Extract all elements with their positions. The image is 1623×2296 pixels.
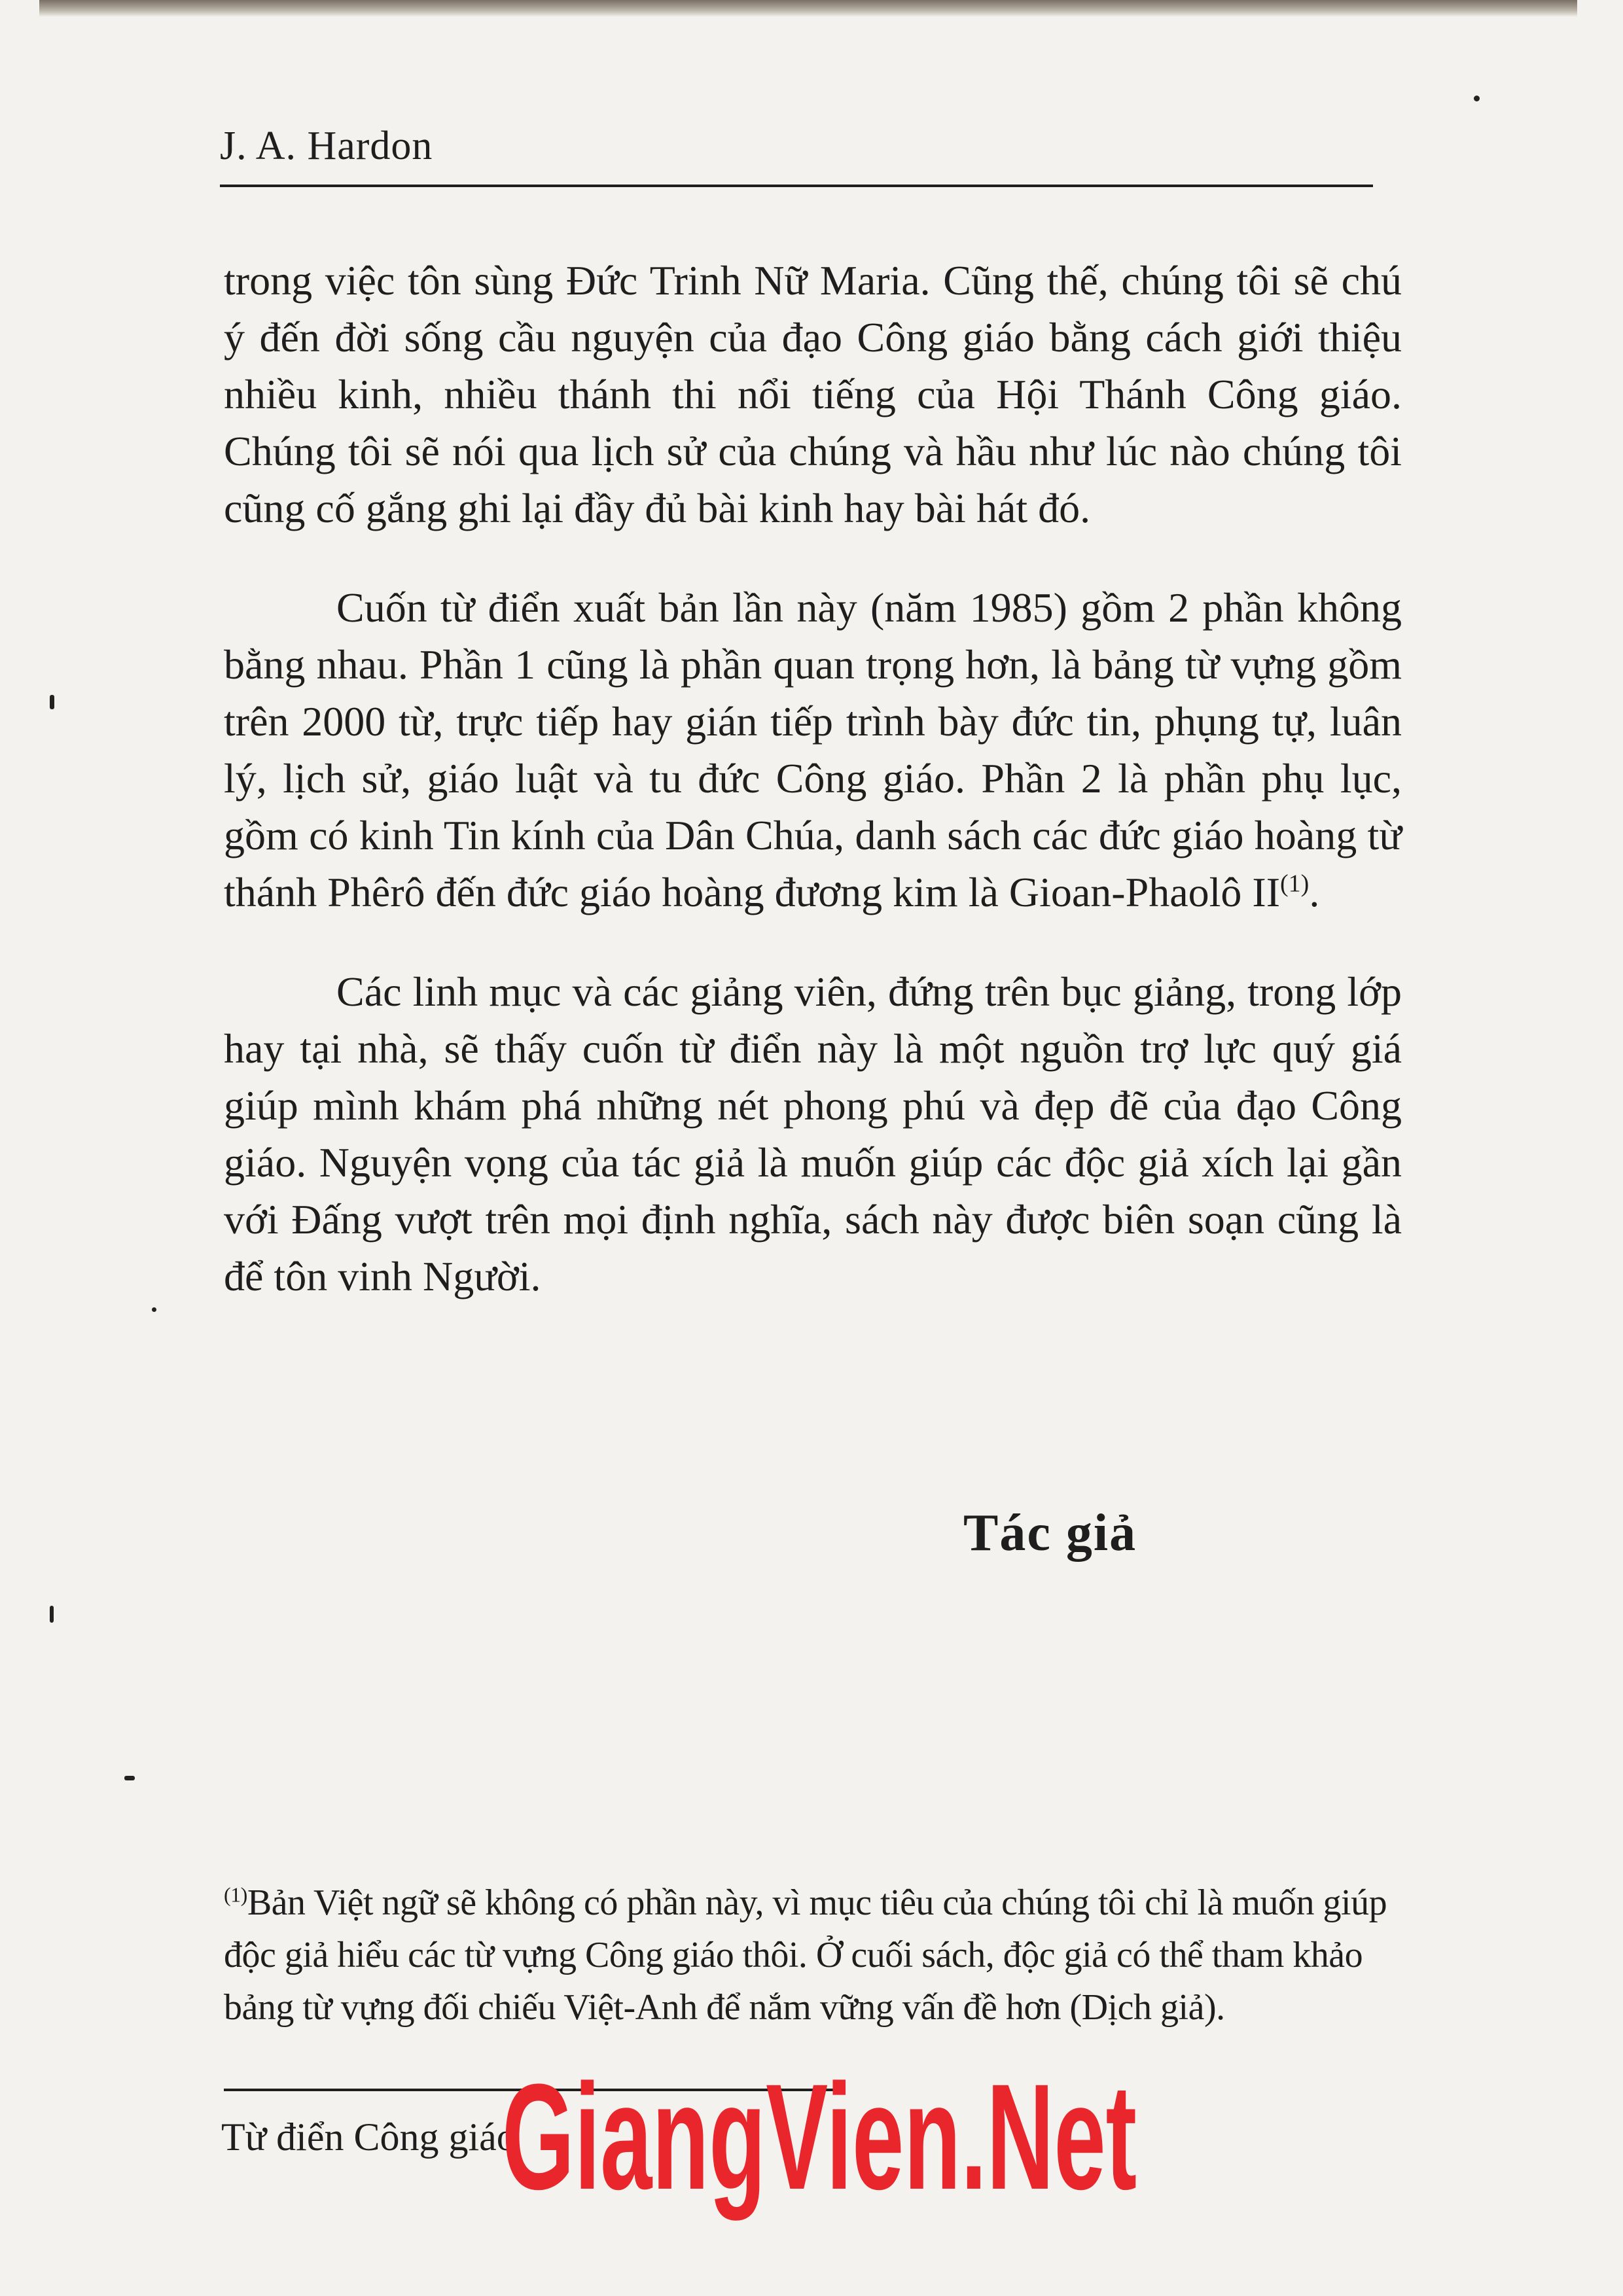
scan-speck [152,1307,156,1312]
paragraph: Cuốn từ điển xuất bản lần này (năm 1985) gồm 2 phần không bằng nhau. Phần 1 cũng là phần quan trọng hơn, là bảng từ vựng gồm trên 2000 từ, trực tiếp hay gián tiếp trình bày đức tin, phụng tự, luân lý, lịch sử, giáo luật và tu đức Công giáo. Phần 2 là phần phụ lục, gồm có kinh Tin kính của Dân Chúa, danh sách các đức giáo hoàng từ thánh Phêrô đến đức giáo hoàng đương kim là Gioan-Phaolô II$^{(1)}$. [224,584,1402,915]
paragraph: Các linh mục và các giảng viên, đứng trên bục giảng, trong lớp hay tại nhà, sẽ thấy cuốn từ điển này là một nguồn trợ lực quý giá giúp mình khám phá những nét phong phú và đẹp đẽ của đạo Công giáo. Nguyện vọng của tác giả là muốn giúp các độc giả xích lại gần với Đấng vượt trên mọi định nghĩa, sách này được biên soạn cũng là để tôn vinh Người. [224,968,1402,1299]
footnote-reference: (1) [1280,870,1310,898]
paragraph: trong việc tôn sùng Đức Trinh Nữ Maria. Cũng thế, chúng tôi sẽ chú ý đến đời sống cầu nguyện của đạo Công giáo bằng cách giới thiệu nhiều kinh, nhiều thánh thi nổi tiếng của Hội Thánh Công giáo. Chúng tôi sẽ nói qua lịch sử của chúng và hầu như lúc nào chúng tôi cũng cố gắng ghi lại đầy đủ bài kinh hay bài hát đó. [224,257,1402,531]
footnote-text: Bản Việt ngữ sẽ không có phần này, vì mục tiêu của chúng tôi chỉ là muốn giúp độc giả hiểu các từ vựng Công giáo thôi. Ở cuối sách, độc giả có thể tham khảo bảng từ vựng đối chiếu Việt-Anh để nắm vững vấn đề hơn (Dịch giả). [224,1882,1387,2028]
running-footer-title: Từ điển Công giáo [221,2115,516,2159]
scan-speck [1474,96,1480,101]
watermark-logo [492,2053,1147,2221]
header-rule [220,185,1373,187]
scan-speck [50,1606,54,1623]
footnote [224,1877,1421,2034]
footnote-mark: (1) [224,1882,247,1907]
running-header-author: J. A. Hardon [220,124,433,168]
main-text [224,252,1402,1347]
scan-speck [124,1776,135,1780]
scan-speck [50,695,54,709]
scan-top-edge [39,0,1577,17]
svg-text:GiangVien.Net: GiangVien.Net [502,2053,1137,2221]
signature: Tác giả [963,1504,1137,1562]
